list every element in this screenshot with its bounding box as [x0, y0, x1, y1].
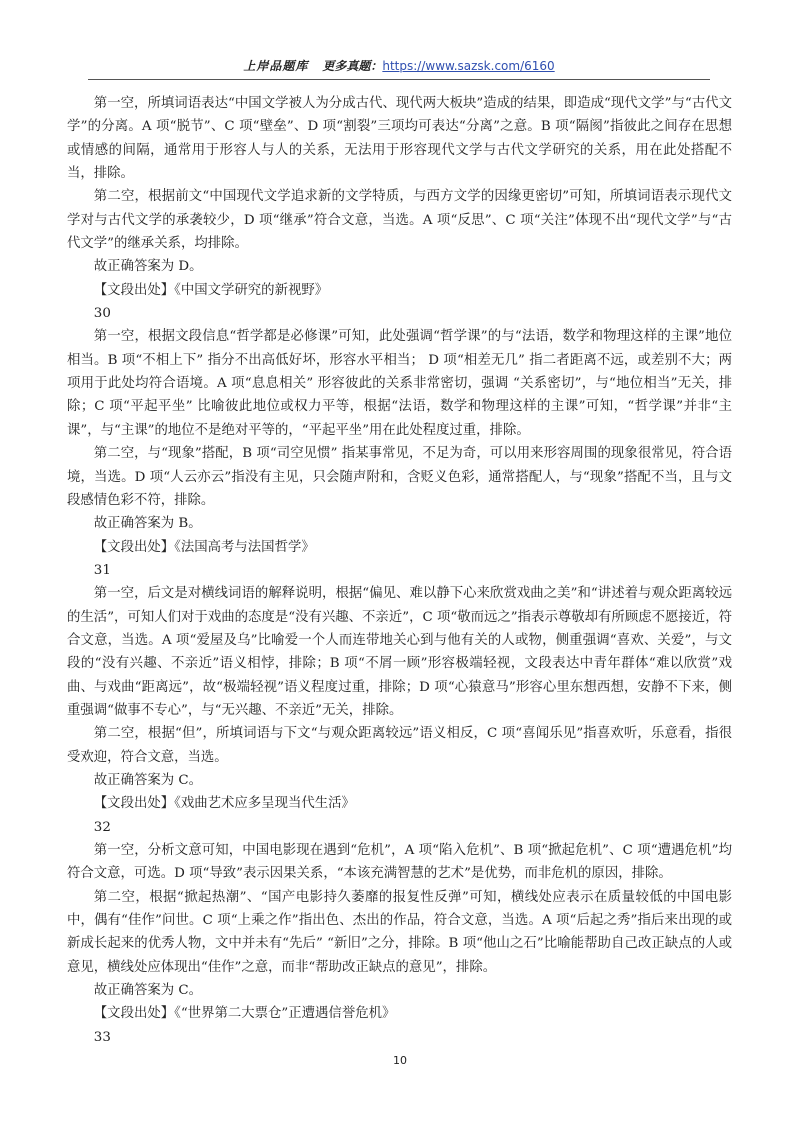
- paragraph: 第二空，与“现象”搭配，B 项“司空见惯” 指某事常见，不足为奇，可以用来形容周围的现象很常见，符合语境，当选。D 项“人云亦云”指没有主见，只会随声附和，含贬义色彩，通常搭配人，与“现象”搭配不当，且与文段感情色彩不符，排除。: [67, 446, 732, 508]
- answer-line: 故正确答案为 D。: [93, 259, 203, 275]
- header-divider: [88, 79, 710, 80]
- answer-line: 故正确答案为 C。: [93, 772, 203, 788]
- question-number: 32: [93, 819, 111, 835]
- paragraph: 第一空，所填词语表达“中国文学被人为分成古代、现代两大板块”造成的结果，即造成“现代文学”与“古代文学”的分离。A 项“脱节”、C 项“壁垒”、D 项“割裂”三项均可表达“分离”之意。B 项“隔阂”指彼此之间存在思想或情感的间隔，通常用于形容人与人的关系，无法用于形容现代文学与古代文学研究的关系，用在此处搭配不当，排除。: [67, 96, 732, 182]
- question-number: 33: [93, 1029, 111, 1045]
- paragraph: 第一空，分析文意可知，中国电影现在遇到“危机”，A 项“陷入危机”、B 项“掀起危机”、C 项“遭遇危机”均符合文意，可选。D 项“导致”表示因果关系，“本该充满智慧的艺术”是优势，而非危机的原因，排除。: [67, 843, 732, 882]
- question-number: 31: [93, 562, 111, 578]
- paragraph: 第一空，根据文段信息“哲学都是必修课”可知，此处强调“哲学课”的与“法语，数学和物理这样的主课”地位相当。B 项“不相上下” 指分不出高低好坏，形容水平相当； D 项“相差无几” 指二者距离不远，或差别不大；两项用于此处均符合语境。A 项“息息相关” 形容彼此的关系非常密切，强调 “关系密切”，与“地位相当”无关，排除；C 项“平起平坐” 比喻彼此地位或权力平等，根据“法语，数学和物理这样的主课”可知，“哲学课”并非“主课”，与“主课”的地位不是绝对平等的，“平起平坐”用在此处程度过重，排除。: [67, 329, 732, 438]
- paragraph: 第二空，根据前文“中国现代文学追求新的文学特质，与西方文学的因缘更密切”可知，所填词语表示现代文学对与古代文学的承袭较少，D 项“继承”符合文意，当选。A 项“反思”、C 项“关注”体现不出“现代文学”与“古代文学”的继承关系，均排除。: [67, 189, 732, 252]
- source-line: 【文段出处】《中国文学研究的新视野》: [93, 282, 329, 298]
- paragraph: 第二空，根据“但”，所填词语与下文“与观众距离较远”语义相反，C 项“喜闻乐见”指喜欢听，乐意看，指很受欢迎，符合文意，当选。: [67, 726, 732, 765]
- source-line: 【文段出处】《“世界第二大票仓”正遭遇信誉危机》: [93, 1006, 396, 1022]
- document-body: [67, 92, 732, 1049]
- page-header: [88, 56, 710, 78]
- answer-line: 故正确答案为 B。: [93, 516, 202, 532]
- paragraph: 第二空，根据“掀起热潮”、“国产电影持久萎靡的报复性反弹”可知，横线处应表示在质量较低的中国电影中，偶有“佳作”问世。C 项“上乘之作”指出色、杰出的作品，符合文意，当选。A 项“后起之秀”指后来出现的或新成长起来的优秀人物，文中并未有“先后” “新旧”之分，排除。B 项“他山之石”比喻能帮助自己改正缺点的人或意见，横线处应体现出“佳作”之意，而非“帮助改正缺点的意见”，排除。: [67, 889, 732, 975]
- source-line: 【文段出处】《法国高考与法国哲学》: [93, 539, 315, 555]
- header-more-label: 更多真题：: [322, 59, 383, 73]
- page-number: 10: [393, 1054, 407, 1067]
- paragraph: 第一空，后文是对横线词语的解释说明，根据“偏见、难以静下心来欣赏戏曲之美”和“讲述着与观众距离较远的生活”，可知人们对于戏曲的态度是“没有兴趣、不亲近”，C 项“敬而远之”指表示尊敬却有所顾虑不愿接近，符合文意，当选。A 项“爱屋及乌”比喻爱一个人而连带地关心到与他有关的人或物，侧重强调“喜欢、关爱”，与文段的“没有兴趣、不亲近”语义相悖，排除；B 项“不屑一顾”形容极端轻视，文段表达中青年群体“难以欣赏”戏曲、与戏曲“距离远”，故“极端轻视”语义程度过重，排除；D 项“心猿意马”形容心里东想西想，安静不下来，侧重强调“做事不专心”，与“无兴趣、不亲近”无关，排除。: [67, 586, 732, 718]
- header-site-name: 上岸品题库: [243, 59, 309, 73]
- source-line: 【文段出处】《戏曲艺术应多呈现当代生活》: [93, 796, 355, 812]
- answer-line: 故正确答案为 C。: [93, 983, 203, 999]
- question-number: 30: [93, 306, 111, 322]
- header-link[interactable]: https://www.sazsk.com/6160: [382, 59, 555, 73]
